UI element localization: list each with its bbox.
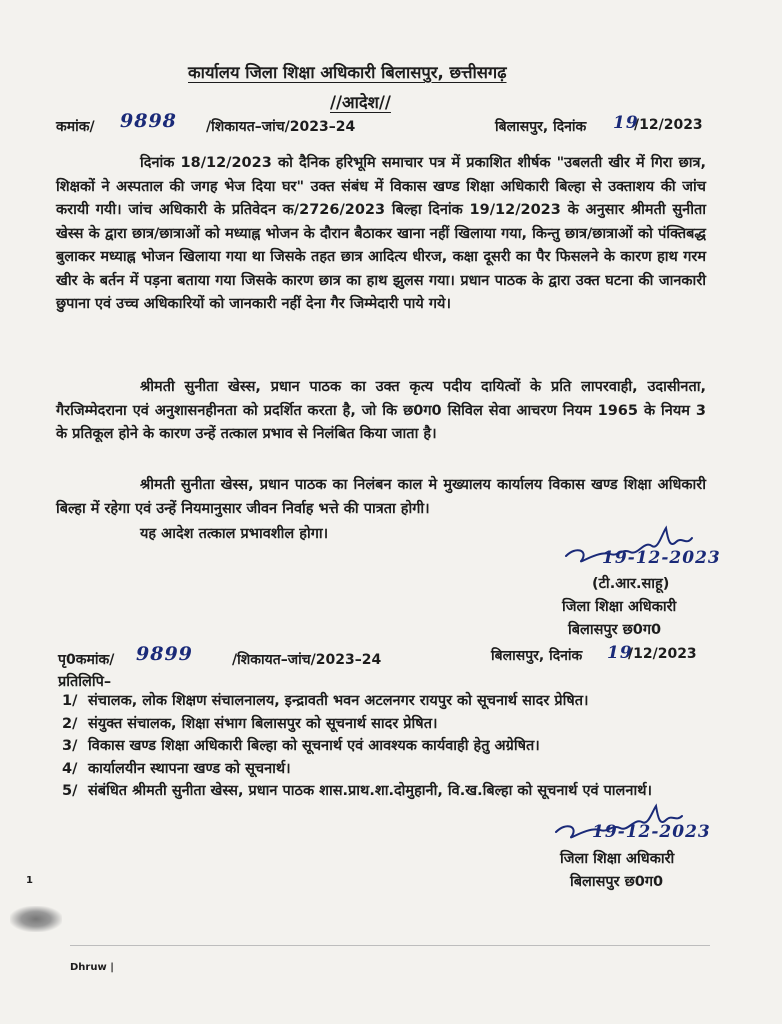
signatory-designation-1: जिला शिक्षा अधिकारी	[562, 599, 677, 615]
footer-author: Dhruw |	[70, 962, 114, 973]
copy-number-handwritten: 9899	[136, 643, 193, 665]
office-title: कार्यालय जिला शिक्षा अधिकारी बिलासपुर, छत्तीसगढ़	[188, 63, 507, 82]
order-reference: /शिकायत–जांच/2023–24	[206, 119, 356, 135]
copy-date-day-handwritten: 19	[607, 643, 633, 663]
signature-1-handwritten-date: 19-12-2023	[602, 548, 721, 568]
signature-2-handwritten-date: 19-12-2023	[592, 822, 711, 842]
body-paragraph-3: श्रीमती सुनीता खेस्स, प्रधान पाठक का निलंबन काल मे मुख्यालय कार्यालय विकास खण्ड शिक्षा अधिकारी बिल्हा में रहेगा एवं उन्हें नियमानुसार जीवन निर्वाह भत्ते की पात्रता होगी।	[56, 477, 706, 517]
order-number-label: कमांक/	[56, 119, 95, 135]
signatory-designation-2: जिला शिक्षा अधिकारी	[560, 851, 675, 867]
order-number-handwritten: 9898	[120, 110, 177, 132]
order-date-rest: /12/2023	[634, 117, 703, 133]
copy-number-label: पृ0कमांक/	[58, 652, 115, 668]
list-item: 5/ संबंधित श्रीमती सुनीता खेस्स, प्रधान पाठक शास.प्राथ.शा.दोमुहानी, वि.ख.बिल्हा को सूचनार्थ एवं पालनार्थ।	[62, 783, 652, 799]
body-paragraph-2: श्रीमती सुनीता खेस्स, प्रधान पाठक का उक्त कृत्य पदीय दायित्वों के प्रति लापरवाही, उदासीनता, गैरजिम्मेदराना एवं अनुशासनहीनता को प्रदर्शित करता है, जो कि छ0ग0 सिविल सेवा आचरण नियम 1965 के नियम 3 के प्रतिकूल होने के कारण उन्हें तत्काल प्रभाव से निलंबित किया जाता है।	[56, 379, 706, 442]
copy-heading: प्रतिलिपि–	[58, 674, 112, 690]
copy-place-date-label: बिलासपुर, दिनांक	[491, 648, 583, 664]
copy-recipient-list	[62, 690, 712, 803]
list-item: 3/ विकास खण्ड शिक्षा अधिकारी बिल्हा को सूचनार्थ एवं आवश्यक कार्यवाही हेतु अग्रेषित।	[62, 738, 540, 754]
signatory-location-2: बिलासपुर छ0ग0	[570, 874, 664, 890]
list-item: 4/ कार्यालयीन स्थापना खण्ड को सूचनार्थ।	[62, 760, 291, 777]
page-number: 1	[26, 875, 33, 886]
body-paragraph-1: दिनांक 18/12/2023 को दैनिक हरिभूमि समाचार पत्र में प्रकाशित शीर्षक "उबलती खीर में गिरा छात्र, शिक्षकों ने अस्पताल की जगह भेज दिया घर" उक्त संबंध में विकास खण्ड शिक्षा अधिकारी बिल्हा से उक्ताशय की जांच करायी गयी। जांच अधिकारी के प्रतिवेदन क/2726/2023 बिल्हा दिनांक 19/12/2023 के अनुसार श्रीमती सुनीता खेस्स के द्वारा छात्र/छात्राओं को मध्याह्न भोजन के दौरान बैठाकर खाना नहीं खिलाया गया, किन्तु छात्र/छात्राओं को पंक्तिबद्ध बुलाकर मध्याह्न भोजन खिलाया गया था जिसके तहत छात्र आदित्य धीरज, कक्षा दूसरी का पैर फिसलने के कारण हाथ गरम खीर के बर्तन में पड़ना बताया गया जिसके कारण छात्र का हाथ झुलस गया। प्रधान पाठक के द्वारा उक्त घटना की जानकारी छुपाना एवं उच्च अधिकारियों को जानकारी नहीं देना गैर जिम्मेदारी पाये गये।	[56, 155, 706, 312]
order-place-date-label: बिलासपुर, दिनांक	[495, 119, 587, 135]
copy-date-rest: /12/2023	[628, 646, 697, 662]
signatory-location-1: बिलासपुर छ0ग0	[568, 622, 662, 638]
body-paragraph-4: यह आदेश तत्काल प्रभावशील होगा।	[140, 526, 329, 542]
copy-reference: /शिकायत–जांच/2023–24	[232, 652, 382, 668]
order-heading: //आदेश//	[330, 93, 391, 112]
footer-divider	[70, 945, 710, 946]
list-item: 2/ संयुक्त संचालक, शिक्षा संभाग बिलासपुर को सूचनार्थ सादर प्रेषित।	[62, 715, 438, 732]
order-date-day-handwritten: 19	[613, 113, 639, 133]
list-item: 1/ संचालक, लोक शिक्षण संचालनालय, इन्द्रावती भवन अटलनगर रायपुर को सूचनार्थ सादर प्रेषित।	[62, 693, 589, 709]
scan-smudge	[10, 906, 62, 932]
signatory-name: (टी.आर.साहू)	[592, 576, 670, 592]
